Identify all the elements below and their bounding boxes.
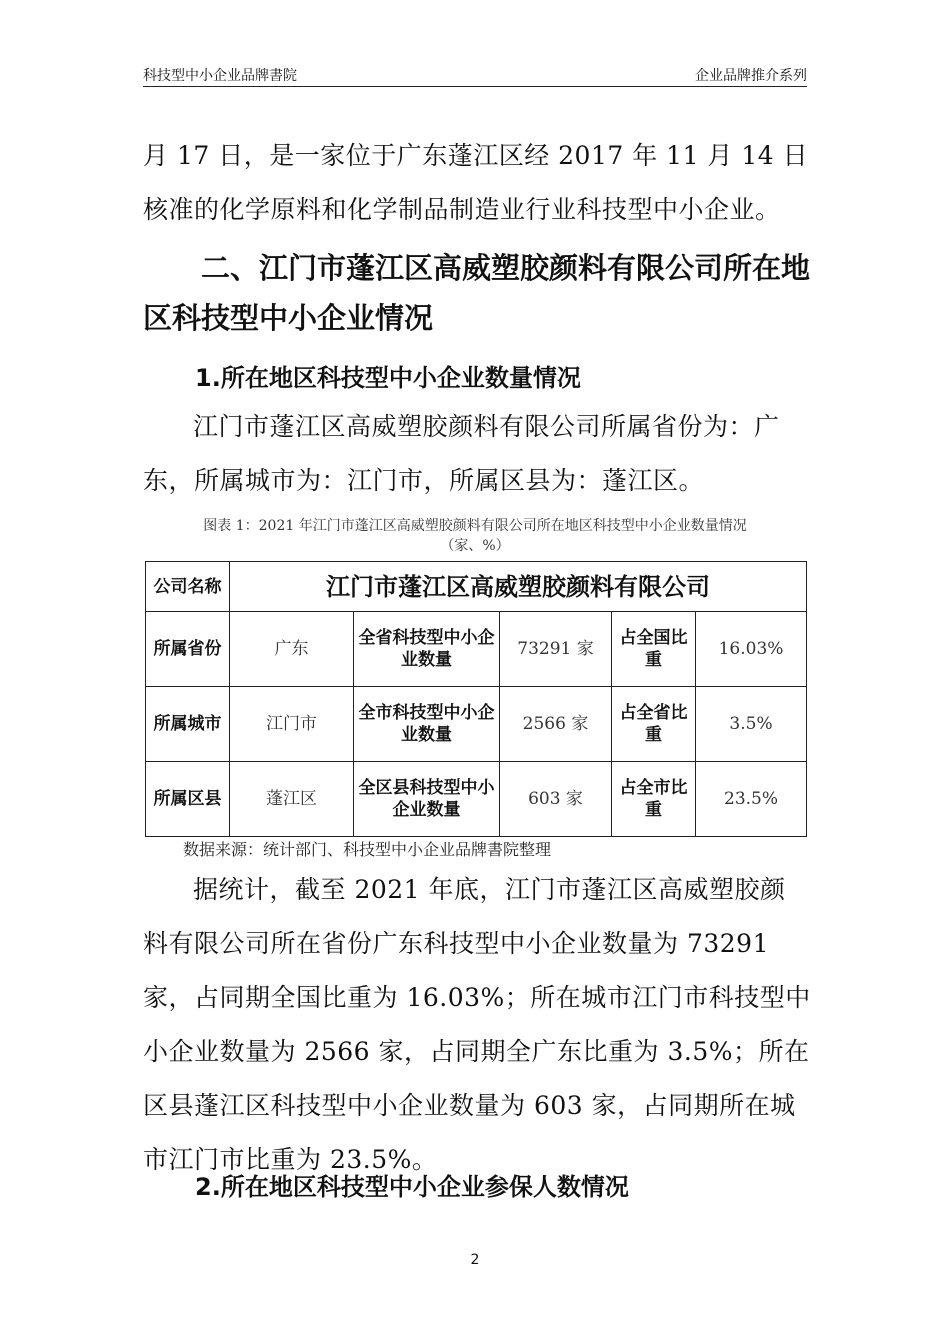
enterprise-count-table [145, 561, 807, 837]
table-caption-line1: 图表 1：2021 年江门市蓬江区高威塑胶颜料有限公司所在地区科技型中小企业数量情况 [203, 518, 747, 534]
ratio-cell: 3.5% [696, 687, 807, 762]
header-left-title: 科技型中小企业品牌書院 [143, 68, 297, 84]
count-cell: 73291 家 [500, 612, 612, 687]
ratio-label-cell: 占全省比重 [612, 687, 696, 762]
table-row [146, 762, 807, 837]
region-cell: 江门市 [230, 687, 354, 762]
stats-paragraph: 据统计，截至 2021 年底，江门市蓬江区高威塑胶颜料有限公司所在省份广东科技型中小企业数量为 73291 家，占同期全国比重为 16.03%；所在城市江门市科技型中小企业数量为 2566 家，占同期全广东比重为 3.5%；所在区县蓬江区科技型中小企业数量为 603 家，占同期所在城市江门市比重为 23.5%。 [143, 875, 811, 1174]
count-label-cell: 全区县科技型中小企业数量 [354, 762, 500, 837]
count-label-cell: 全市科技型中小企业数量 [354, 687, 500, 762]
table-row [146, 612, 807, 687]
row-label-cell: 所属城市 [146, 687, 230, 762]
ratio-cell: 23.5% [696, 762, 807, 837]
ratio-cell: 16.03% [696, 612, 807, 687]
company-name-cell: 江门市蓬江区高威塑胶颜料有限公司 [230, 562, 807, 612]
region-cell: 广东 [230, 612, 354, 687]
table-row [146, 687, 807, 762]
count-label-cell: 全省科技型中小企业数量 [354, 612, 500, 687]
page-header [143, 64, 807, 87]
table-caption-line2: （家、%） [440, 538, 510, 554]
row-label-cell: 所属区县 [146, 762, 230, 837]
ratio-label-cell: 占全市比重 [612, 762, 696, 837]
location-paragraph: 江门市蓬江区高威塑胶颜料有限公司所属省份为：广东，所属城市为：江门市，所属区县为：蓬江区。 [143, 412, 780, 495]
count-cell: 2566 家 [500, 687, 612, 762]
section-title: 二、江门市蓬江区高威塑胶颜料有限公司所在地区科技型中小企业情况 [143, 251, 811, 335]
table-row [146, 562, 807, 612]
subsection-2-title: 2.所在地区科技型中小企业参保人数情况 [195, 1173, 629, 1201]
row-label-cell: 所属省份 [146, 612, 230, 687]
intro-paragraph: 月 17 日，是一家位于广东蓬江区经 2017 年 11 月 14 日核准的化学原料和化学制品制造业行业科技型中小企业。 [143, 141, 809, 224]
ratio-label-cell: 占全国比重 [612, 612, 696, 687]
table-caption [143, 516, 807, 556]
subsection-1-title: 1.所在地区科技型中小企业数量情况 [195, 364, 581, 392]
count-cell: 603 家 [500, 762, 612, 837]
company-label-cell: 公司名称 [146, 562, 230, 612]
header-right-title: 企业品牌推介系列 [695, 68, 807, 84]
source-note: 数据来源：统计部门、科技型中小企业品牌書院整理 [183, 840, 552, 859]
page-number: 2 [470, 1252, 480, 1268]
region-cell: 蓬江区 [230, 762, 354, 837]
